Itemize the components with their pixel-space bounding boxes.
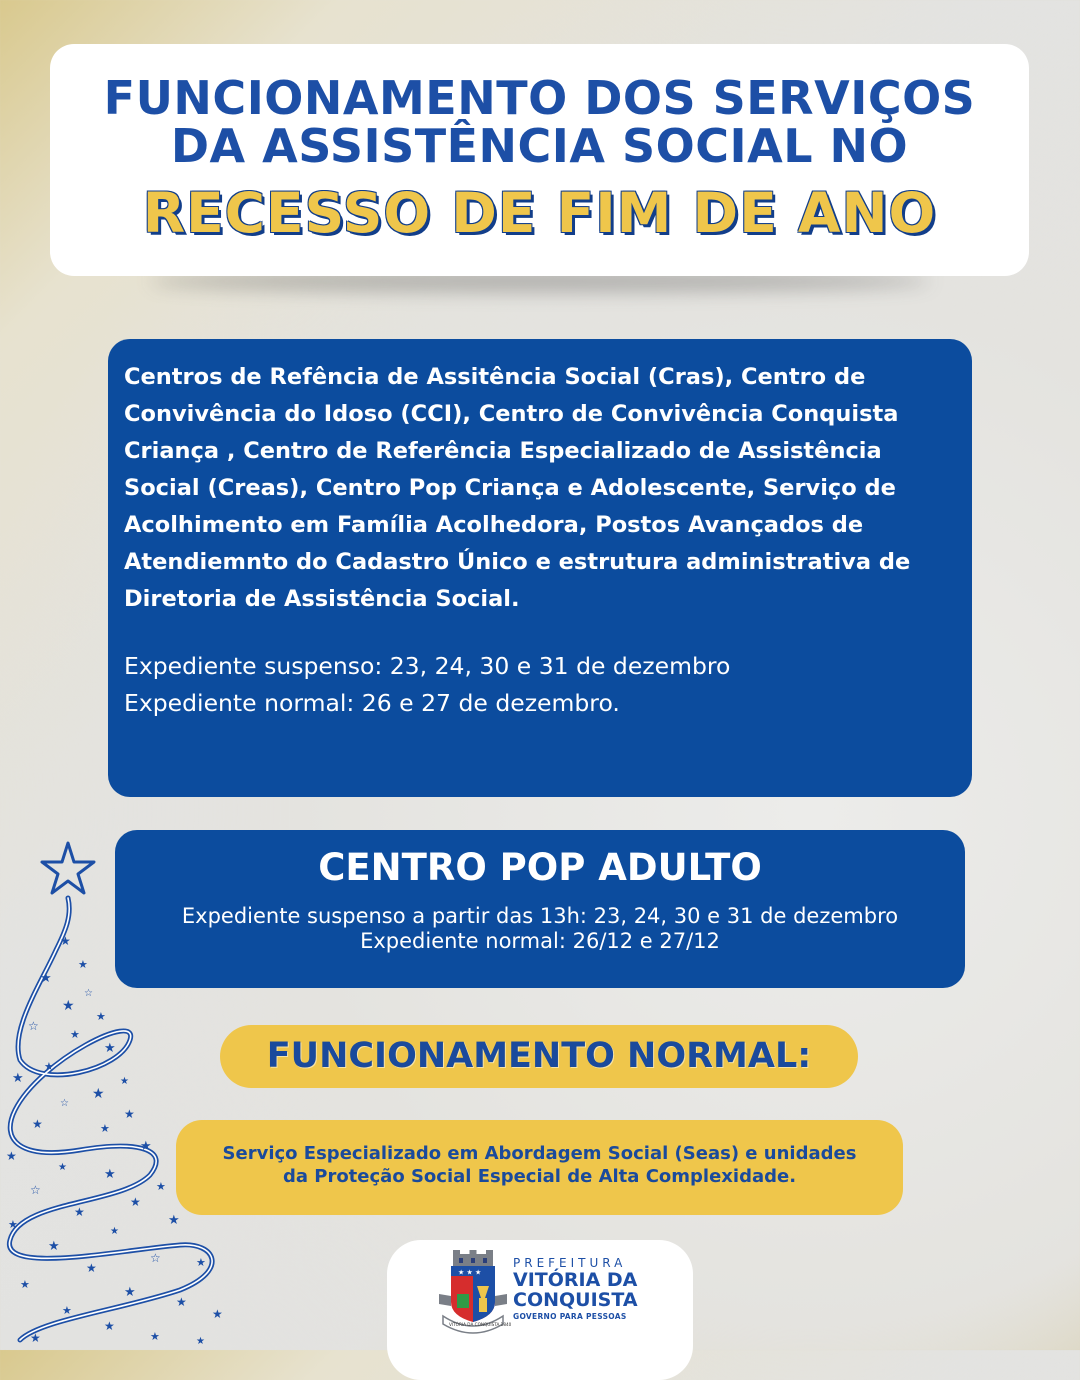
title-line-1: FUNCIONAMENTO DOS SERVIÇOS — [103, 71, 976, 125]
centro-pop-normal-text: Expediente normal: 26/12 e 27/12 — [360, 929, 720, 953]
svg-text:★: ★ — [60, 934, 71, 948]
svg-text:★: ★ — [92, 1086, 105, 1102]
normal-schedule-text: Expediente normal: 26 e 27 de dezembro. — [124, 689, 620, 717]
normal-operation-text-line-2: da Proteção Social Especial de Alta Complexidade. — [282, 1166, 797, 1187]
suspended-schedule-text: Expediente suspenso: 23, 24, 30 e 31 de dezembro — [124, 652, 731, 680]
svg-text:☆: ☆ — [28, 1019, 39, 1033]
city-coat-of-arms-icon — [435, 1250, 511, 1336]
svg-text:★: ★ — [156, 1180, 166, 1193]
svg-text:★: ★ — [150, 1330, 160, 1343]
svg-text:★: ★ — [30, 1331, 41, 1345]
prefeitura-logo — [387, 1240, 693, 1380]
logo-slogan: GOVERNO PARA PESSOAS — [513, 1312, 627, 1321]
normal-operation-heading: FUNCIONAMENTO NORMAL: — [220, 1025, 858, 1088]
svg-text:★: ★ — [196, 1336, 205, 1347]
logo-wordmark — [513, 1256, 638, 1324]
svg-text:★: ★ — [8, 1218, 18, 1231]
svg-text:★: ★ — [48, 1239, 60, 1254]
svg-text:★: ★ — [86, 1261, 97, 1275]
centro-pop-suspended-text: Expediente suspenso a partir das 13h: 23, 24, 30 e 31 de dezembro — [181, 904, 899, 928]
logo-city-line-1: VITÓRIA DA — [513, 1269, 638, 1291]
svg-text:☆: ☆ — [84, 988, 93, 999]
svg-text:★: ★ — [124, 1107, 135, 1121]
svg-text:★: ★ — [100, 1122, 110, 1135]
svg-text:★: ★ — [74, 1205, 85, 1219]
logo-city-line-2: CONQUISTA — [513, 1289, 638, 1311]
svg-text:★: ★ — [140, 1139, 152, 1154]
svg-text:★: ★ — [32, 1117, 43, 1131]
title-line-2: DA ASSISTÊNCIA SOCIAL NO — [170, 119, 909, 173]
svg-text:★: ★ — [196, 1256, 206, 1269]
svg-text:★: ★ — [104, 1167, 116, 1182]
svg-text:★: ★ — [6, 1149, 17, 1163]
svg-text:★: ★ — [96, 1010, 106, 1023]
svg-text:★: ★ — [130, 1195, 141, 1209]
logo-prefeitura-label: PREFEITURA — [513, 1256, 627, 1270]
svg-text:★: ★ — [58, 1162, 67, 1173]
services-card — [108, 339, 972, 797]
svg-text:☆: ☆ — [150, 1251, 161, 1265]
centro-pop-adulto-card — [115, 830, 965, 988]
tree-top-star-icon — [42, 843, 94, 893]
title-highlight: RECESSO DE FIM DE ANO — [142, 181, 937, 245]
svg-text:★: ★ — [124, 1285, 136, 1300]
svg-text:★: ★ — [176, 1295, 187, 1309]
svg-text:★: ★ — [40, 971, 52, 986]
normal-operation-box — [176, 1120, 903, 1215]
centro-pop-title: CENTRO POP ADULTO — [318, 846, 762, 889]
svg-text:★: ★ — [12, 1071, 24, 1086]
svg-text:VITÓRIA DA CONQUISTA 1840: VITÓRIA DA CONQUISTA 1840 — [449, 1322, 511, 1327]
services-list-text: Centros de Refência de Assitência Social (Cras), Centro de Convivência do Idoso (CCI), Centro de Convivência Conquista Criança , Centro de Referência Especializado de Assistência Social (Creas), Centro Pop Criança e Adolescente, Serviço de Acolhimento em Família Acolhedora, Postos Avançados de Atendiemnto do Cadastro Único e estrutura administrativa de Diretoria de Assistência Social. — [124, 364, 911, 612]
svg-text:★: ★ — [78, 958, 88, 971]
svg-text:★: ★ — [62, 998, 75, 1014]
svg-text:★: ★ — [20, 1278, 30, 1291]
title-card — [50, 44, 1029, 276]
svg-text:☆: ☆ — [60, 1098, 69, 1109]
svg-text:★: ★ — [62, 1304, 72, 1317]
svg-text:★ ★ ★: ★ ★ ★ — [458, 1268, 482, 1277]
svg-text:★: ★ — [168, 1213, 180, 1228]
svg-text:★: ★ — [212, 1307, 223, 1321]
svg-text:★: ★ — [104, 1041, 116, 1056]
services-schedule — [124, 648, 950, 722]
svg-text:☆: ☆ — [30, 1183, 41, 1197]
svg-text:★: ★ — [70, 1028, 80, 1041]
svg-text:★: ★ — [110, 1226, 119, 1237]
svg-text:★: ★ — [104, 1319, 115, 1333]
svg-text:★: ★ — [120, 1076, 129, 1087]
normal-operation-text-line-1: Serviço Especializado em Abordagem Social (Seas) e unidades — [222, 1143, 857, 1164]
svg-text:★: ★ — [44, 1060, 54, 1073]
